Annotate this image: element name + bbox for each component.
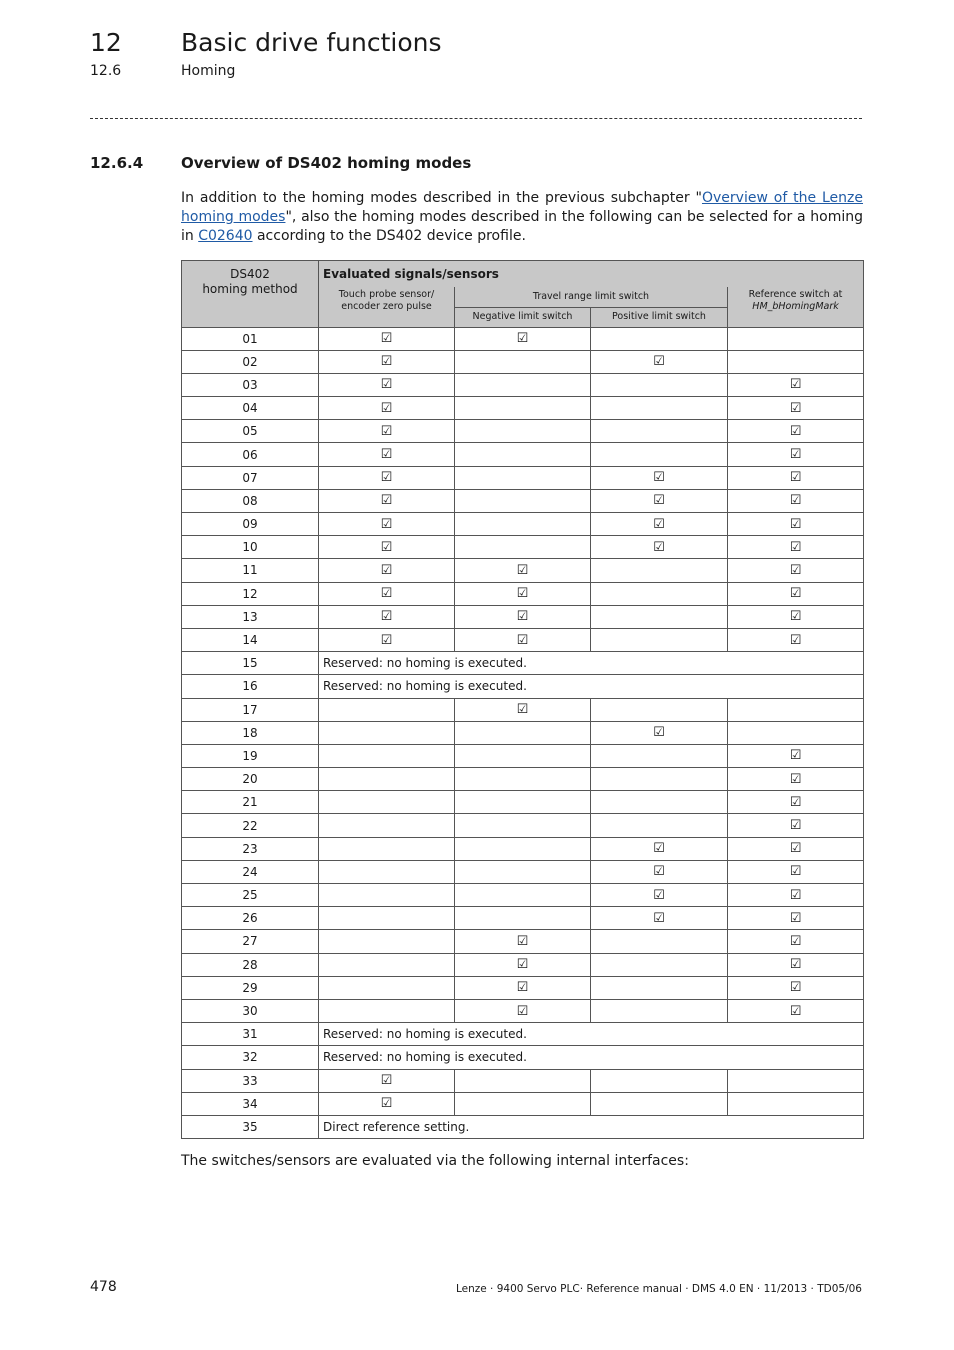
after-table-text: The switches/sensors are evaluated via the following internal interfaces: (181, 1153, 689, 1169)
method-number: 08 (182, 489, 319, 512)
table-row (182, 884, 864, 907)
subsection-title: Overview of DS402 homing modes (181, 154, 472, 172)
checked-box-icon: ☑ (319, 350, 455, 373)
checked-box-icon: ☑ (728, 513, 864, 536)
table-row (182, 1069, 864, 1092)
checked-box-icon: ☑ (728, 930, 864, 953)
method-number: 03 (182, 373, 319, 396)
footer-text: Lenze · 9400 Servo PLC· Reference manual · DMS 4.0 EN · 11/2013 · TD05/06 (455, 1283, 862, 1295)
header-ref-line2: HM_bHomingMark (752, 301, 839, 312)
empty-cell (319, 884, 455, 907)
table-row (182, 907, 864, 930)
checked-box-icon: ☑ (728, 884, 864, 907)
empty-cell (591, 1092, 728, 1115)
checked-box-icon: ☑ (728, 953, 864, 976)
header-touch-line1: Touch probe sensor/ (338, 289, 435, 300)
checked-box-icon: ☑ (728, 744, 864, 767)
checked-box-icon: ☑ (728, 999, 864, 1022)
empty-cell (455, 443, 591, 466)
empty-cell (728, 350, 864, 373)
table-row (182, 628, 864, 651)
header-evaluated: Evaluated signals/sensors (319, 261, 864, 288)
checked-box-icon: ☑ (455, 605, 591, 628)
checked-box-icon: ☑ (728, 814, 864, 837)
checked-box-icon: ☑ (728, 397, 864, 420)
method-number: 27 (182, 930, 319, 953)
checked-box-icon: ☑ (455, 628, 591, 651)
checked-box-icon: ☑ (319, 397, 455, 420)
checked-box-icon: ☑ (591, 536, 728, 559)
empty-cell (455, 768, 591, 791)
empty-cell (591, 999, 728, 1022)
table-row (182, 1023, 864, 1046)
empty-cell (319, 976, 455, 999)
checked-box-icon: ☑ (728, 976, 864, 999)
header-travel-range: Travel range limit switch (455, 287, 728, 307)
checked-box-icon: ☑ (728, 628, 864, 651)
empty-cell (319, 907, 455, 930)
section-number: 12.6 (90, 63, 122, 79)
method-number: 28 (182, 953, 319, 976)
empty-cell (728, 1092, 864, 1115)
table-row (182, 582, 864, 605)
empty-cell (591, 559, 728, 582)
method-number: 23 (182, 837, 319, 860)
table-row (182, 675, 864, 698)
empty-cell (455, 721, 591, 744)
checked-box-icon: ☑ (319, 605, 455, 628)
checked-box-icon: ☑ (728, 536, 864, 559)
method-number: 15 (182, 652, 319, 675)
empty-cell (455, 791, 591, 814)
empty-cell (728, 327, 864, 350)
checked-box-icon: ☑ (455, 953, 591, 976)
header-touch-line2: encoder zero pulse (341, 301, 432, 312)
header-reference-switch (728, 287, 864, 327)
empty-cell (591, 420, 728, 443)
empty-cell (455, 466, 591, 489)
method-number: 06 (182, 443, 319, 466)
checked-box-icon: ☑ (455, 582, 591, 605)
empty-cell (591, 976, 728, 999)
empty-cell (319, 930, 455, 953)
empty-cell (591, 373, 728, 396)
method-number: 01 (182, 327, 319, 350)
empty-cell (455, 397, 591, 420)
section-title: Homing (181, 63, 236, 79)
intro-paragraph (181, 189, 863, 246)
checked-box-icon: ☑ (591, 837, 728, 860)
empty-cell (591, 443, 728, 466)
empty-cell (319, 860, 455, 883)
checked-box-icon: ☑ (455, 327, 591, 350)
method-number: 22 (182, 814, 319, 837)
table-row (182, 1092, 864, 1115)
method-number: 14 (182, 628, 319, 651)
checked-box-icon: ☑ (319, 628, 455, 651)
checked-box-icon: ☑ (319, 559, 455, 582)
table-row (182, 443, 864, 466)
checked-box-icon: ☑ (319, 420, 455, 443)
empty-cell (455, 1069, 591, 1092)
intro-text-2: ", also the homing modes described in the following can be selected for a homing in (181, 209, 863, 244)
table-row (182, 513, 864, 536)
header-divider (90, 118, 862, 119)
row-note: Reserved: no homing is executed. (319, 652, 864, 675)
empty-cell (728, 1069, 864, 1092)
empty-cell (455, 860, 591, 883)
checked-box-icon: ☑ (455, 698, 591, 721)
method-number: 18 (182, 721, 319, 744)
method-number: 34 (182, 1092, 319, 1115)
method-number: 20 (182, 768, 319, 791)
row-note: Direct reference setting. (319, 1115, 864, 1138)
table-row (182, 953, 864, 976)
table-row (182, 721, 864, 744)
checked-box-icon: ☑ (319, 443, 455, 466)
checked-box-icon: ☑ (728, 443, 864, 466)
method-number: 24 (182, 860, 319, 883)
intro-text-3: according to the DS402 device profile. (252, 228, 526, 244)
table-row (182, 698, 864, 721)
checked-box-icon: ☑ (319, 327, 455, 350)
method-number: 17 (182, 698, 319, 721)
empty-cell (455, 907, 591, 930)
checked-box-icon: ☑ (591, 350, 728, 373)
checked-box-icon: ☑ (728, 373, 864, 396)
c02640-link[interactable]: C02640 (198, 228, 253, 244)
empty-cell (455, 814, 591, 837)
method-number: 35 (182, 1115, 319, 1138)
empty-cell (319, 698, 455, 721)
checked-box-icon: ☑ (728, 559, 864, 582)
checked-box-icon: ☑ (728, 582, 864, 605)
header-method-line2: homing method (202, 282, 298, 296)
empty-cell (591, 814, 728, 837)
table-row (182, 559, 864, 582)
chapter-title: Basic drive functions (181, 28, 442, 57)
row-note: Reserved: no homing is executed. (319, 675, 864, 698)
header-positive-limit: Positive limit switch (591, 307, 728, 327)
checked-box-icon: ☑ (591, 884, 728, 907)
table-row (182, 397, 864, 420)
checked-box-icon: ☑ (728, 466, 864, 489)
method-number: 02 (182, 350, 319, 373)
empty-cell (319, 953, 455, 976)
table-row (182, 860, 864, 883)
method-number: 12 (182, 582, 319, 605)
empty-cell (455, 350, 591, 373)
empty-cell (591, 327, 728, 350)
checked-box-icon: ☑ (728, 837, 864, 860)
method-number: 05 (182, 420, 319, 443)
empty-cell (319, 791, 455, 814)
checked-box-icon: ☑ (591, 721, 728, 744)
checked-box-icon: ☑ (728, 860, 864, 883)
checked-box-icon: ☑ (319, 1092, 455, 1115)
table-row (182, 420, 864, 443)
method-number: 26 (182, 907, 319, 930)
checked-box-icon: ☑ (728, 907, 864, 930)
empty-cell (455, 1092, 591, 1115)
checked-box-icon: ☑ (591, 489, 728, 512)
table-row (182, 791, 864, 814)
table-row (182, 466, 864, 489)
header-negative-limit: Negative limit switch (455, 307, 591, 327)
empty-cell (591, 930, 728, 953)
checked-box-icon: ☑ (319, 489, 455, 512)
checked-box-icon: ☑ (455, 976, 591, 999)
empty-cell (728, 698, 864, 721)
table-row (182, 930, 864, 953)
method-number: 11 (182, 559, 319, 582)
method-number: 21 (182, 791, 319, 814)
empty-cell (455, 837, 591, 860)
empty-cell (591, 605, 728, 628)
empty-cell (319, 744, 455, 767)
table-row (182, 489, 864, 512)
empty-cell (591, 1069, 728, 1092)
empty-cell (591, 768, 728, 791)
checked-box-icon: ☑ (455, 999, 591, 1022)
subsection-number: 12.6.4 (90, 154, 144, 172)
header-ref-line1: Reference switch at (748, 289, 843, 300)
checked-box-icon: ☑ (319, 1069, 455, 1092)
table-row (182, 652, 864, 675)
table-row (182, 327, 864, 350)
checked-box-icon: ☑ (319, 536, 455, 559)
checked-box-icon: ☑ (728, 489, 864, 512)
empty-cell (591, 953, 728, 976)
checked-box-icon: ☑ (591, 513, 728, 536)
table-row (182, 1115, 864, 1138)
method-number: 16 (182, 675, 319, 698)
method-number: 33 (182, 1069, 319, 1092)
empty-cell (455, 744, 591, 767)
empty-cell (591, 698, 728, 721)
method-number: 04 (182, 397, 319, 420)
row-note: Reserved: no homing is executed. (319, 1046, 864, 1069)
homing-modes-table (181, 260, 864, 1139)
table-body (182, 327, 864, 1139)
intro-text-1: In addition to the homing modes described in the previous subchapter " (181, 190, 702, 206)
checked-box-icon: ☑ (591, 907, 728, 930)
table-row (182, 373, 864, 396)
checked-box-icon: ☑ (728, 605, 864, 628)
lenze-homing-modes-link[interactable]: Overview of the Lenze homing modes (181, 190, 864, 225)
empty-cell (455, 420, 591, 443)
table-row (182, 350, 864, 373)
empty-cell (455, 536, 591, 559)
empty-cell (591, 628, 728, 651)
table-row (182, 536, 864, 559)
empty-cell (319, 999, 455, 1022)
checked-box-icon: ☑ (728, 420, 864, 443)
method-number: 10 (182, 536, 319, 559)
checked-box-icon: ☑ (455, 559, 591, 582)
header-method (182, 261, 319, 328)
empty-cell (319, 721, 455, 744)
method-number: 13 (182, 605, 319, 628)
checked-box-icon: ☑ (591, 466, 728, 489)
table-row (182, 837, 864, 860)
method-number: 09 (182, 513, 319, 536)
empty-cell (455, 373, 591, 396)
checked-box-icon: ☑ (319, 466, 455, 489)
header-method-line1: DS402 (230, 267, 270, 281)
empty-cell (455, 884, 591, 907)
table-row (182, 768, 864, 791)
empty-cell (319, 814, 455, 837)
method-number: 19 (182, 744, 319, 767)
empty-cell (591, 791, 728, 814)
table-row (182, 999, 864, 1022)
checked-box-icon: ☑ (728, 768, 864, 791)
table-row (182, 605, 864, 628)
method-number: 07 (182, 466, 319, 489)
method-number: 25 (182, 884, 319, 907)
empty-cell (591, 744, 728, 767)
row-note: Reserved: no homing is executed. (319, 1023, 864, 1046)
empty-cell (319, 768, 455, 791)
empty-cell (591, 397, 728, 420)
empty-cell (455, 513, 591, 536)
method-number: 32 (182, 1046, 319, 1069)
empty-cell (728, 721, 864, 744)
table-row (182, 976, 864, 999)
checked-box-icon: ☑ (455, 930, 591, 953)
checked-box-icon: ☑ (319, 513, 455, 536)
method-number: 30 (182, 999, 319, 1022)
page-number: 478 (90, 1279, 117, 1295)
empty-cell (455, 489, 591, 512)
checked-box-icon: ☑ (319, 582, 455, 605)
table-row (182, 1046, 864, 1069)
empty-cell (319, 837, 455, 860)
checked-box-icon: ☑ (591, 860, 728, 883)
table-row (182, 814, 864, 837)
chapter-number: 12 (90, 28, 122, 57)
empty-cell (591, 582, 728, 605)
checked-box-icon: ☑ (728, 791, 864, 814)
method-number: 29 (182, 976, 319, 999)
checked-box-icon: ☑ (319, 373, 455, 396)
method-number: 31 (182, 1023, 319, 1046)
header-touch-probe (319, 287, 455, 327)
table-row (182, 744, 864, 767)
